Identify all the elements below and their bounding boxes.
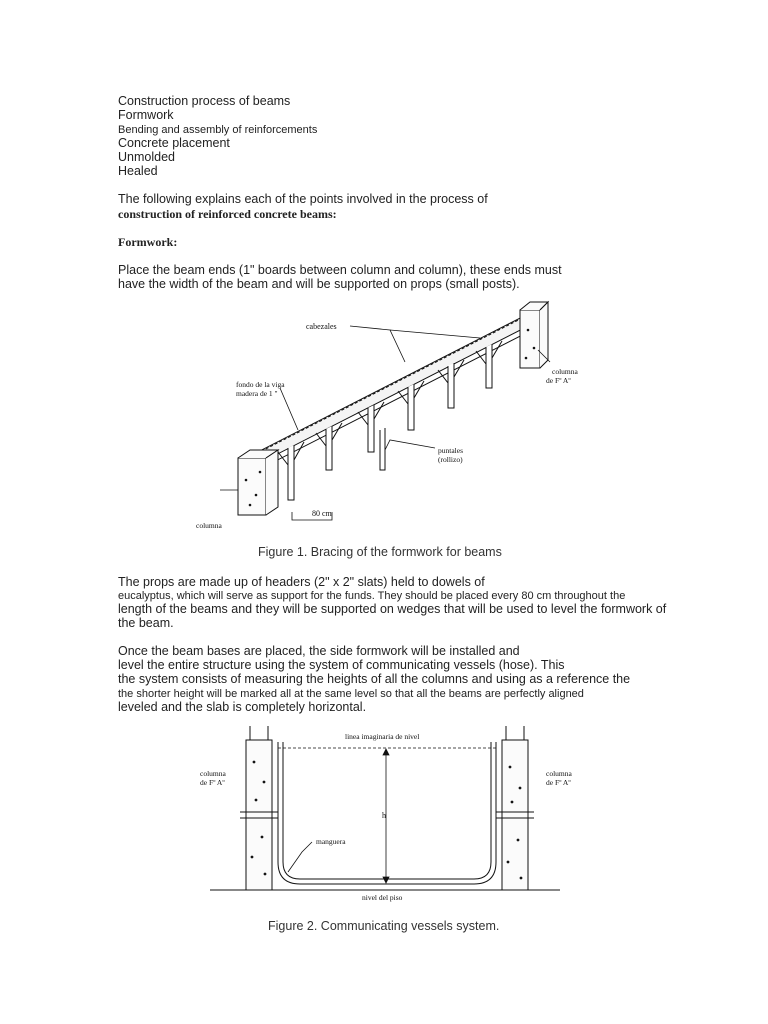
figure2-column-left [240,726,278,890]
figure2-column-right [496,726,534,890]
figure2-hose [278,742,496,884]
figure1-props [278,341,502,500]
para3-line-3: the system consists of measuring the heights of all the columns and using as a reference the [118,672,631,686]
para2-line-1: The props are made up of headers (2" x 2" slats) held to dowels of [118,575,485,589]
intro-line-1: The following explains each of the points involved in the process of [118,192,488,206]
para3-line-1: Once the beam bases are placed, the side formwork will be installed and [118,644,520,658]
figure2-label-manguera: manguera [316,837,346,846]
figure2-caption: Figure 2. Communicating vessels system. [268,919,500,933]
figure1-label-fondo-2: madera de 1 " [236,389,278,398]
list-item-healed: Healed [118,164,158,178]
figure2-label-col-left-1: columna [200,769,226,778]
figure1-diagram [180,290,620,540]
para3-line-4: the shorter height will be marked all at the same level so that all the beams are perfectly aligned [118,688,584,700]
para2-line-4: the beam. [118,616,174,630]
list-item-formwork: Formwork [118,108,174,122]
para1-line-2: have the width of the beam and will be supported on props (small posts). [118,277,520,291]
para1-line-1: Place the beam ends (1" boards between column and column), these ends must [118,263,562,277]
figure1-label-spacing: 80 cm [312,509,332,518]
figure1-column-right [520,302,548,368]
formwork-heading: Formwork: [118,235,178,249]
figure1-beam [242,310,544,472]
figure1-label-fondo-1: fondo de la viga [236,380,285,389]
figure2-diagram [190,722,580,902]
para2-line-2: eucalyptus, which will serve as support for the funds. They should be placed every 80 cm throughout the [118,590,626,602]
figure1-label-columna-left: columna [196,521,222,530]
para3-line-2: level the entire structure using the system of communicating vessels (hose). This [118,658,565,672]
figure1-label-columna-right-1: columna [552,367,578,376]
figure1-caption: Figure 1. Bracing of the formwork for beams [258,545,502,559]
figure2-label-col-right-2: de Fº Aº [546,778,571,787]
figure1-label-cabezales: cabezales [306,322,337,331]
list-item-unmolded: Unmolded [118,150,175,164]
figure2-label-col-right-1: columna [546,769,572,778]
list-item-concrete: Concrete placement [118,136,230,150]
figure1-column-left [238,450,278,515]
para2-line-3: length of the beams and they will be supported on wedges that will be used to level the formwork of [118,602,667,616]
figure1-label-puntales-1: puntales [438,446,463,455]
intro-line-2: construction of reinforced concrete beams: [118,207,337,221]
figure2-label-linea: linea imaginaria de nivel [345,732,420,741]
figure2-label-nivel: nivel del piso [362,893,403,902]
figure1-label-puntales-2: (rollizo) [438,455,463,464]
figure2-label-col-left-2: de Fº Aº [200,778,225,787]
figure1-label-columna-right-2: de Fº Aº [546,376,571,385]
figure2-label-h: h [382,811,386,820]
para3-line-5: leveled and the slab is completely horizontal. [118,700,367,714]
list-item-bending: Bending and assembly of reinforcements [118,124,318,136]
list-heading: Construction process of beams [118,94,291,108]
